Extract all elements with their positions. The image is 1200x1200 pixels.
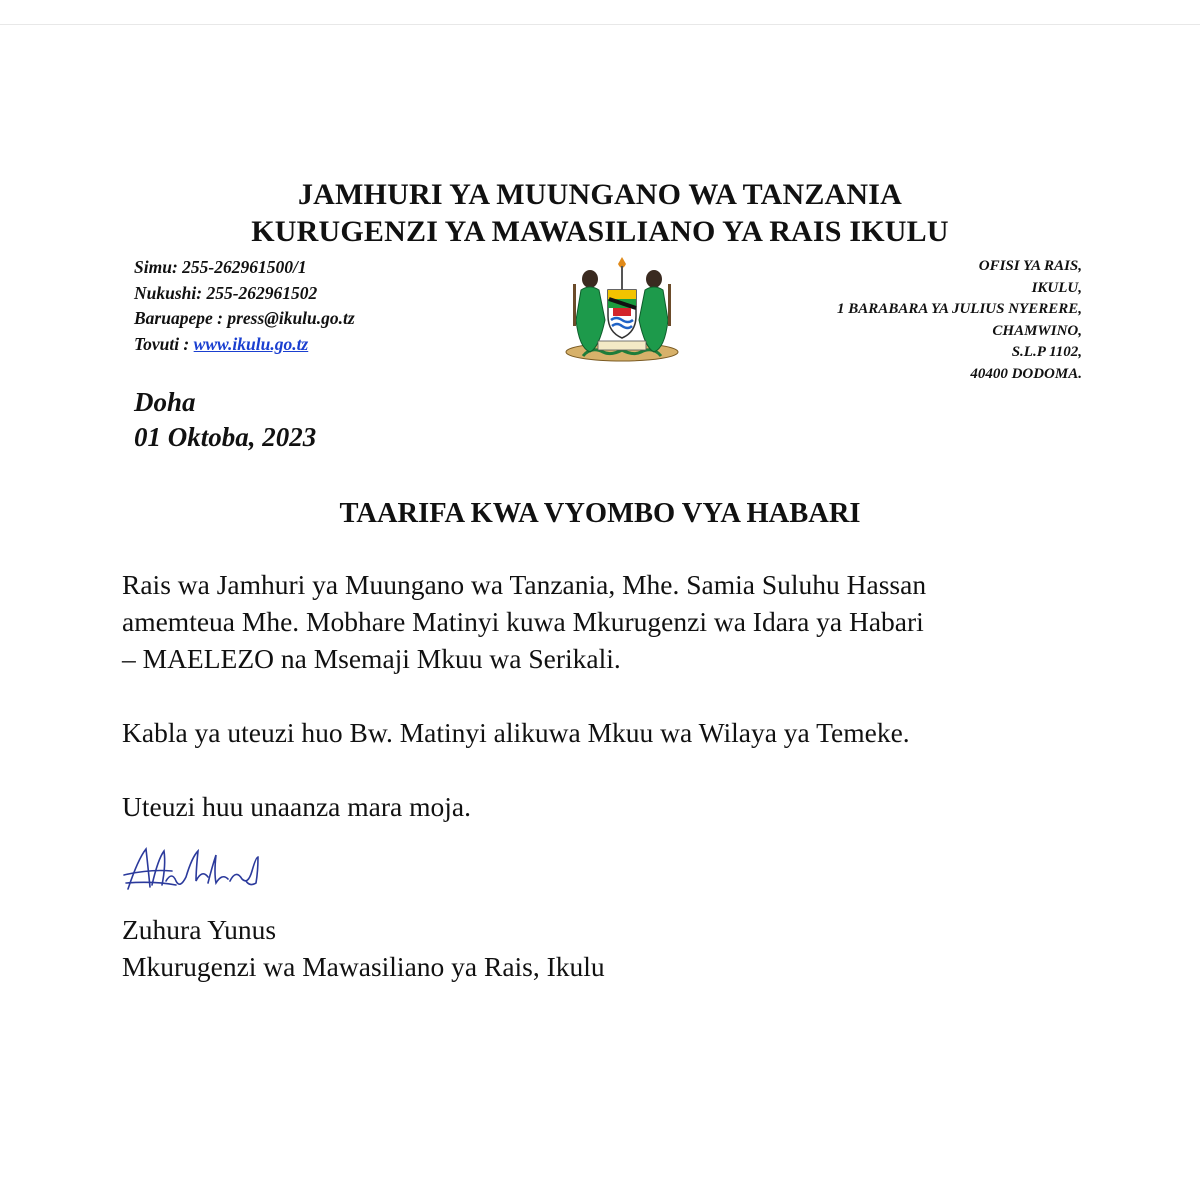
address-line3: 1 BARABARA YA JULIUS NYERERE,	[837, 301, 1082, 317]
fax-text: Nukushi: 255-262961502	[134, 282, 318, 303]
tanzania-coat-of-arms-icon	[555, 244, 689, 364]
dateline	[134, 385, 316, 455]
email-text: Baruapepe : press@ikulu.go.tz	[134, 308, 355, 328]
body-paragraph-1-line2: amemteua Mhe. Mobhare Matinyi kuwa Mkurugenzi wa Idara ya Habari	[122, 606, 924, 637]
signature-icon	[122, 845, 272, 900]
signer-position: Mkurugenzi wa Mawasiliano ya Rais, Ikulu	[122, 951, 605, 982]
address-line1: OFISI YA RAIS,	[978, 258, 1082, 274]
body-paragraph-1-line3: – MAELEZO na Msemaji Mkuu wa Serikali.	[122, 643, 621, 674]
body-paragraph-1	[122, 566, 1112, 677]
signer-name: Zuhura Yunus	[122, 914, 277, 945]
website-row	[134, 332, 355, 358]
signoff-block	[122, 911, 605, 985]
top-divider	[0, 24, 1200, 25]
contact-block	[134, 255, 355, 357]
dateline-date: 01 Oktoba, 2023	[134, 422, 317, 452]
address-line5: S.L.P 1102,	[1011, 344, 1082, 360]
header-title-line2: KURUGENZI YA MAWASILIANO YA RAIS IKULU	[251, 215, 949, 248]
header-title-line1: JAMHURI YA MUUNGANO WA TANZANIA	[297, 178, 903, 211]
address-line4: CHAMWINO,	[992, 322, 1082, 339]
dateline-place: Doha	[134, 387, 196, 417]
phone-text: Simu: 255-262961500/1	[134, 257, 307, 277]
body-paragraph-1-line1: Rais wa Jamhuri ya Muungano wa Tanzania, Mhe. Samia Suluhu Hassan	[122, 569, 927, 600]
body-paragraph-2: Kabla ya uteuzi huo Bw. Matinyi alikuwa Mkuu wa Wilaya ya Temeke.	[122, 717, 910, 748]
website-label: Tovuti :	[134, 333, 194, 354]
website-link[interactable]: www.ikulu.go.tz	[193, 333, 309, 354]
address-block	[837, 256, 1082, 385]
address-line6: 40400 DODOMA.	[970, 365, 1082, 382]
press-release-title: TAARIFA KWA VYOMBO VYA HABARI	[339, 498, 861, 529]
address-line2: IKULU,	[1031, 279, 1082, 296]
body-paragraph-3: Uteuzi huu unaanza mara moja.	[122, 791, 471, 822]
